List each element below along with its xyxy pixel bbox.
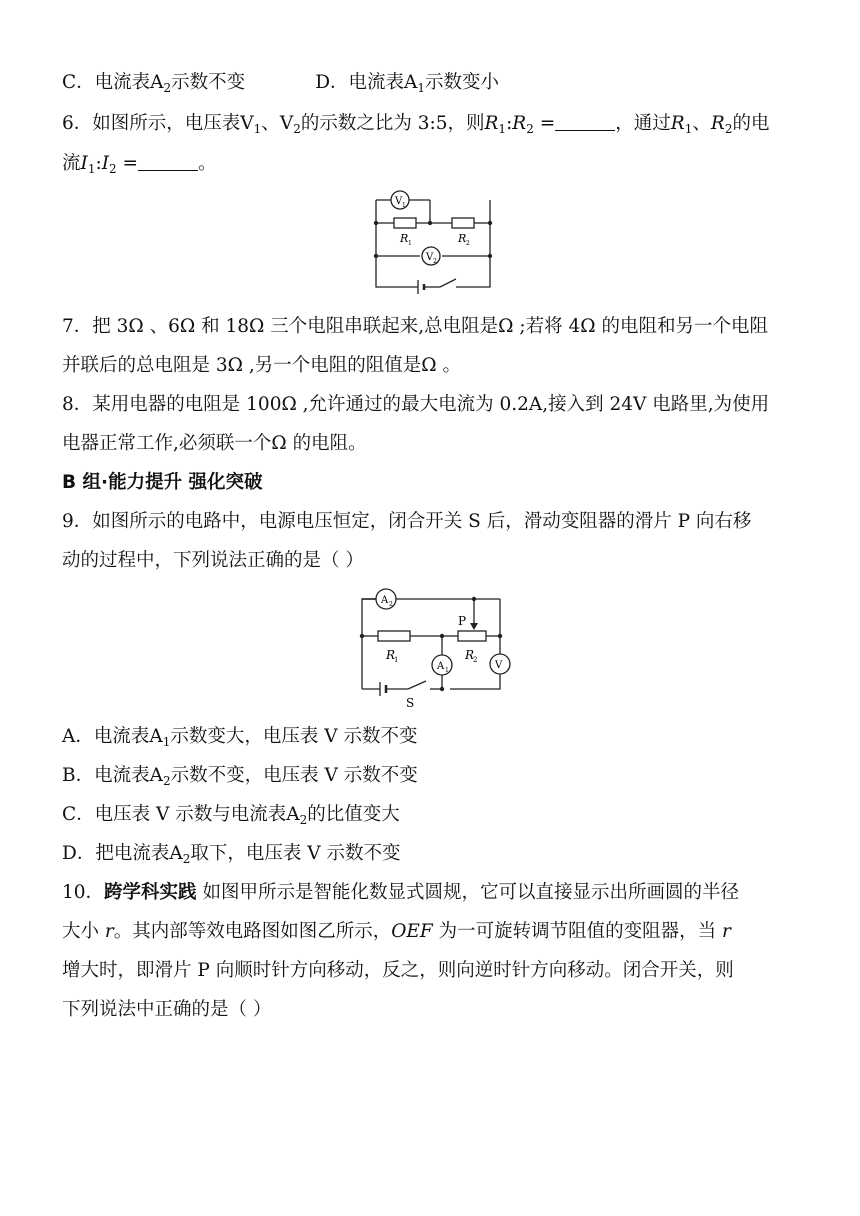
svg-text:2: 2 (389, 601, 393, 608)
resistor-r2 (452, 218, 474, 228)
svg-text:R: R (386, 648, 396, 662)
q5-option-d: D．电流表 (315, 72, 405, 93)
q8-line-1: 8．某用电器的电阻是 100Ω ,允许通过的最大电流为 0.2A,接入到 24V 电路里,为使用 (62, 394, 770, 415)
q7-line-2: 并联后的总电阻是 3Ω ,另一个电阻的阻值是Ω 。 (62, 355, 461, 376)
svg-text:A: A (381, 595, 389, 606)
rheostat-r2 (458, 631, 486, 641)
svg-text:V: V (495, 660, 503, 671)
answer-blank[interactable] (138, 152, 198, 171)
resistor-r1 (394, 218, 416, 228)
svg-text:V: V (426, 252, 434, 263)
q9-option-c: C．电压表 V 示数与电流表$A_2$的比值变大 (62, 804, 400, 827)
section-heading: B 组·能力提升 强化突破 (62, 472, 263, 493)
svg-text:1: 1 (394, 656, 399, 664)
q9-line-1: 9．如图所示的电路中，电源电压恒定，闭合开关 S 后，滑动变阻器的滑片 P 向右移 (62, 511, 752, 532)
svg-text:S: S (406, 696, 415, 710)
svg-text:1: 1 (402, 202, 406, 209)
q10-line-3: 增大时，即滑片 P 向顺时针方向移动，反之，则向逆时针方向移动。闭合开关，则 (62, 960, 734, 981)
q10-line-2: 大小 r。其内部等效电路图如图乙所示，OEF 为一可旋转调节阻值的变阻器，当 r (62, 921, 731, 942)
q10-line-4: 下列说法中正确的是（ ） (62, 999, 272, 1020)
svg-text:R: R (465, 648, 475, 662)
q5-options: C．电流表$A_2$示数不变 D．电流表$A_1$示数变小 (62, 72, 500, 95)
circuit-figure-1 (360, 185, 500, 297)
q9-option-b: B．电流表$A_2$示数不变，电压表 V 示数不变 (62, 765, 418, 788)
circuit-figure-2 (350, 585, 520, 710)
svg-text:1: 1 (445, 667, 449, 674)
svg-text:2: 2 (466, 240, 470, 247)
q5-option-c: C．电流表 (62, 72, 151, 93)
q10-line-1: 10．跨学科实践 如图甲所示是智能化数显式圆规，它可以直接显示出所画圆的半径 (62, 882, 739, 903)
svg-text:P: P (458, 614, 467, 628)
svg-text:1: 1 (408, 240, 412, 247)
q6-line-2: 流$I_1:I_2$ = 。 (62, 153, 217, 176)
resistor-r1 (378, 631, 410, 641)
q9-option-d: D．把电流表$A_2$取下，电压表 V 示数不变 (62, 843, 401, 866)
svg-text:2: 2 (433, 258, 437, 265)
svg-text:V: V (395, 196, 403, 207)
q6-line-1: 6．如图所示，电压表$V_1$、$V_2$的示数之比为 3:5，则$R_1:R_2$ = ，通过$R_1$、$R_2$的电 (62, 113, 770, 136)
q10-tag: 跨学科实践 (104, 882, 197, 903)
svg-text:2: 2 (473, 656, 478, 664)
svg-text:A: A (437, 661, 445, 672)
answer-blank[interactable] (555, 112, 615, 131)
q7-line-1: 7．把 3Ω 、6Ω 和 18Ω 三个电阻串联起来,总电阻是Ω ;若将 4Ω 的电阻和另一个电阻 (62, 316, 768, 337)
svg-text:R: R (458, 232, 467, 245)
q9-option-a: A．电流表$A_1$示数变大，电压表 V 示数不变 (62, 726, 418, 749)
q9-line-2: 动的过程中，下列说法正确的是（ ） (62, 550, 364, 571)
q8-line-2: 电器正常工作,必须联一个Ω 的电阻。 (62, 433, 367, 454)
svg-text:R: R (400, 232, 409, 245)
